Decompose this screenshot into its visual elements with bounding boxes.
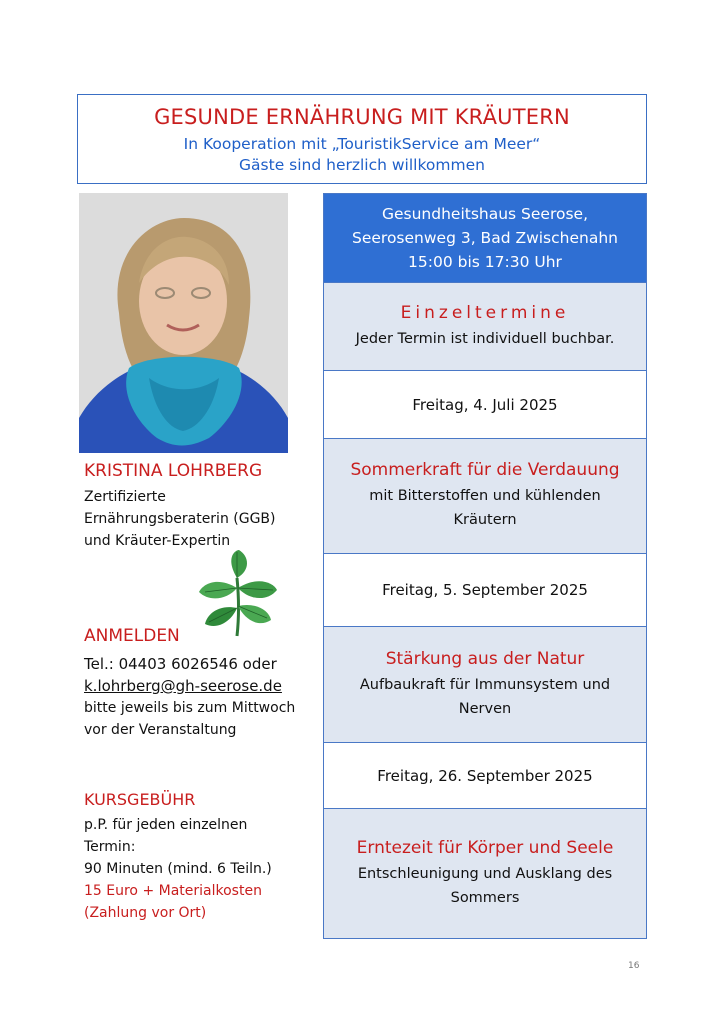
- welcome-line: Gäste sind herzlich willkommen: [239, 156, 485, 174]
- cooperation-line: In Kooperation mit „TouristikService am Meer“: [183, 135, 541, 153]
- date-2: Freitag, 5. September 2025: [382, 581, 588, 599]
- fee-price: 15 Euro + Materialkosten: [84, 883, 262, 899]
- fee-payment: (Zahlung vor Ort): [84, 905, 207, 921]
- topic-cell-2: [323, 626, 647, 743]
- role-line-1: Zertifizierte: [84, 489, 166, 505]
- kursgebuehr-heading: KURSGEBÜHR: [84, 790, 196, 809]
- note-line-1: bitte jeweils bis zum Mittwoch: [84, 700, 296, 716]
- date-1: Freitag, 4. Juli 2025: [412, 395, 558, 414]
- topic-2-desc-line-2: Nerven: [458, 700, 512, 717]
- einzeltermine-title: Einzeltermine: [400, 302, 570, 323]
- location-line-3: 15:00 bis 17:30 Uhr: [408, 253, 562, 271]
- email-link[interactable]: k.lohrberg@gh-seerose.de: [84, 677, 282, 695]
- date-3: Freitag, 26. September 2025: [377, 766, 593, 785]
- topic-3-title: Erntezeit für Körper und Seele: [356, 837, 614, 858]
- note-line-2: vor der Veranstaltung: [84, 722, 237, 738]
- date-cell-2: [323, 553, 647, 627]
- topic-1-desc-line-1: mit Bitterstoffen und kühlenden: [369, 488, 601, 504]
- topic-3-desc-line-1: Entschleunigung und Ausklang des: [357, 865, 613, 882]
- anmelden-heading: ANMELDEN: [84, 626, 180, 646]
- location-line-2: Seerosenweg 3, Bad Zwischenahn: [352, 229, 618, 247]
- kursgebuehr-text: [84, 814, 320, 924]
- phone-line: Tel.: 04403 6026546 oder: [84, 655, 277, 673]
- fee-line-2: Termin:: [84, 839, 136, 855]
- topic-3-desc-line-2: Sommers: [450, 889, 520, 906]
- page-title: GESUNDE ERNÄHRUNG MIT KRÄUTERN: [154, 105, 570, 129]
- person-name: KRISTINA LOHRBERG: [84, 461, 263, 481]
- topic-1-desc-line-2: Kräutern: [453, 512, 517, 528]
- page-number: 16: [628, 961, 640, 971]
- header-box: [77, 94, 647, 184]
- fee-line-1: p.P. für jeden einzelnen: [84, 817, 248, 833]
- fee-line-3: 90 Minuten (mind. 6 Teiln.): [84, 861, 272, 877]
- location-line-1: Gesundheitshaus Seerose,: [381, 205, 589, 223]
- portrait-illustration: [79, 193, 288, 453]
- topic-2-title: Stärkung aus der Natur: [385, 648, 585, 669]
- location-cell: [323, 193, 647, 283]
- role-line-2: Ernährungsberaterin (GGB): [84, 511, 276, 527]
- anmelden-text: [84, 653, 320, 741]
- portrait-photo: [79, 193, 288, 453]
- schedule-table: [323, 193, 647, 939]
- date-cell-1: [323, 370, 647, 439]
- topic-cell-3: [323, 808, 647, 939]
- topic-2-desc-line-1: Aufbaukraft für Immunsystem und: [359, 676, 611, 693]
- header-subtitle: [78, 134, 646, 176]
- role-line-3: und Kräuter-Expertin: [84, 533, 231, 549]
- topic-1-title: Sommerkraft für die Verdauung: [350, 460, 620, 480]
- einzeltermine-cell: [323, 282, 647, 371]
- einzeltermine-desc: Jeder Termin ist individuell buchbar.: [355, 330, 615, 347]
- date-cell-3: [323, 742, 647, 809]
- topic-cell-1: [323, 438, 647, 554]
- person-role: [84, 486, 320, 552]
